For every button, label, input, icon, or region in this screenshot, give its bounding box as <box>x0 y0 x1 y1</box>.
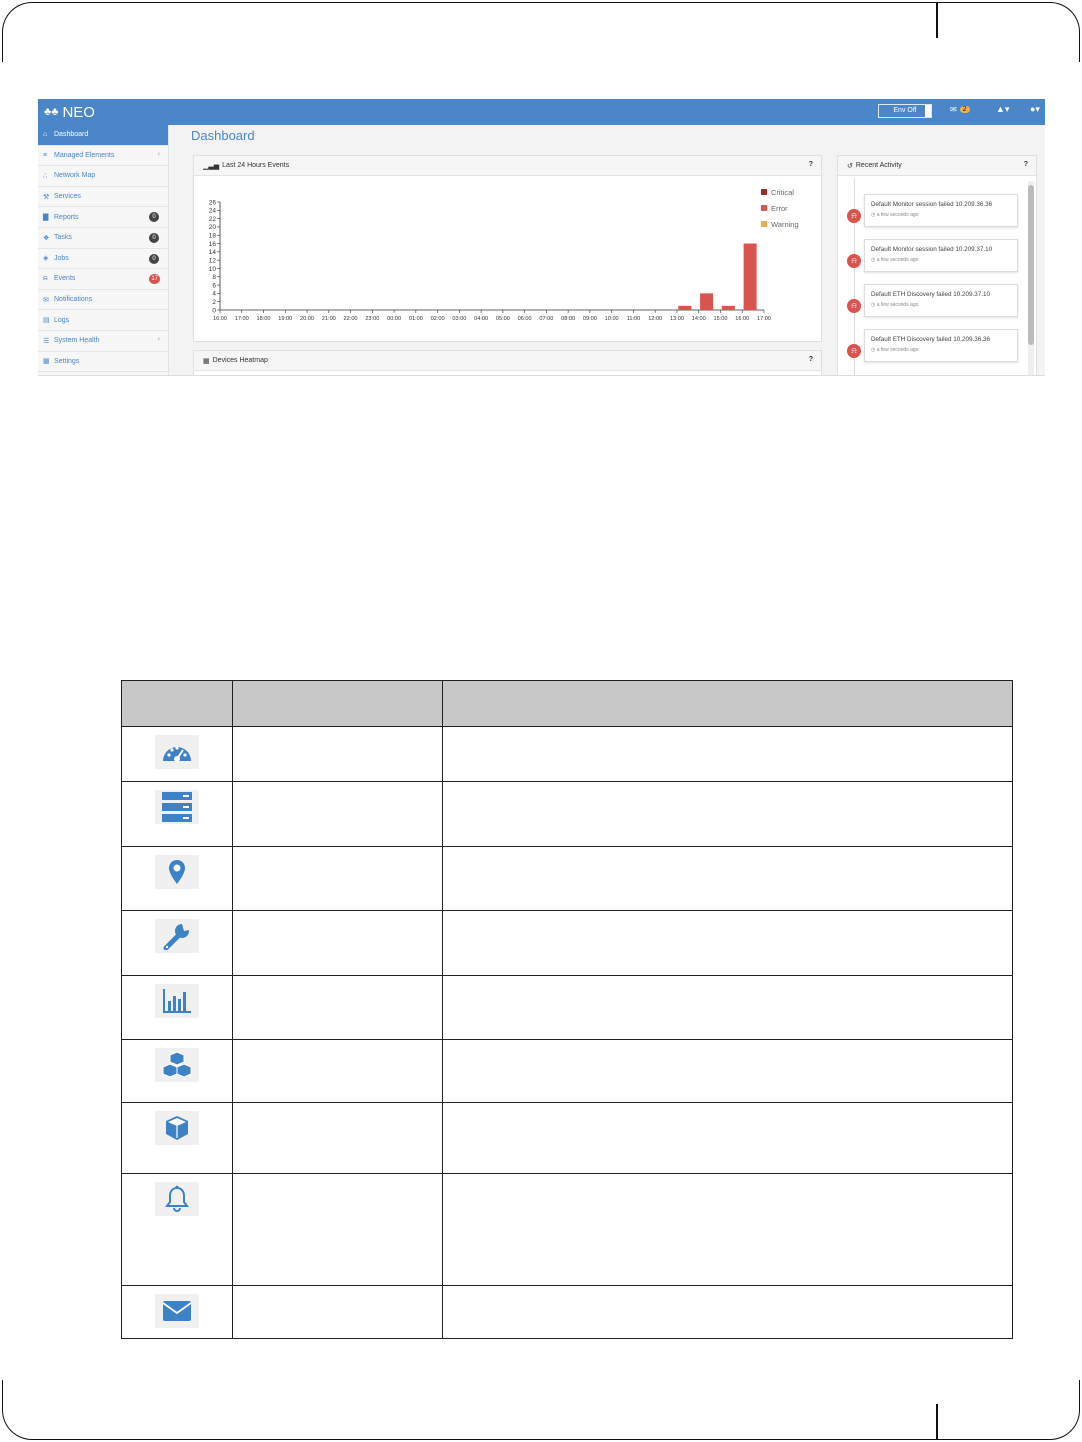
sidebar-item-label: Reports <box>54 213 79 221</box>
bar-error <box>678 306 691 310</box>
heatmap-panel-header <box>194 351 821 371</box>
toggle-knob <box>925 105 931 117</box>
sidebar-item-label: Dashboard <box>54 131 89 139</box>
y-tick-label: 22 <box>208 215 216 223</box>
icon-cell <box>122 976 233 1040</box>
icon-cell <box>122 1174 233 1286</box>
bell-icon: ⍾ <box>43 274 48 282</box>
y-tick-label: 10 <box>208 265 216 273</box>
top-navbar <box>38 99 1045 125</box>
events-chart <box>194 176 821 342</box>
activity-item[interactable] <box>864 239 1018 272</box>
y-tick-label: 4 <box>212 290 216 298</box>
icon-cell <box>122 782 233 847</box>
description-cell <box>442 847 1012 911</box>
x-tick-label: 16:00 <box>213 316 227 322</box>
legend-label: Critical <box>771 188 794 197</box>
help-button[interactable]: ? <box>808 161 813 168</box>
brand-name: NEO <box>62 103 95 121</box>
dashboard-icon <box>155 735 199 769</box>
question-icon: ●▾ <box>1030 104 1040 114</box>
table-row <box>122 1040 1013 1103</box>
legend-label: Warning <box>771 220 799 229</box>
env-toggle[interactable] <box>878 104 932 118</box>
table-header-row <box>122 681 1013 727</box>
name-cell <box>232 727 442 782</box>
y-tick-label: 8 <box>212 274 216 282</box>
sitemap-icon: ∴ <box>43 172 48 180</box>
x-tick-label: 18:00 <box>256 316 271 322</box>
grid-icon: ▦ <box>43 358 50 366</box>
user-icon: ▲▾ <box>996 104 1010 114</box>
scrollbar-thumb[interactable] <box>1028 185 1034 345</box>
activity-time: ◷ a few seconds ago <box>871 347 919 353</box>
legend-label: Error <box>771 204 788 213</box>
icon-cell <box>122 847 233 911</box>
cubes-icon: ❖ <box>43 234 50 242</box>
name-cell <box>232 976 442 1040</box>
description-cell <box>442 1174 1012 1286</box>
x-tick-label: 05:00 <box>495 316 510 322</box>
history-icon: ↺ <box>847 162 853 170</box>
table-row <box>122 976 1013 1040</box>
table-header-cell <box>232 681 442 727</box>
x-tick-label: 00:00 <box>387 316 402 322</box>
chevron-left-icon: ‹ <box>157 335 160 343</box>
count-badge: 17 <box>151 276 158 283</box>
x-tick-label: 14:00 <box>691 316 706 322</box>
bell-icon: ⍾ <box>847 254 861 268</box>
file-icon: ▤ <box>43 317 50 325</box>
server-icon: ☰ <box>43 337 50 345</box>
sidebar-item-label: Settings <box>54 357 80 365</box>
x-tick-label: 02:00 <box>430 316 445 322</box>
x-tick-label: 07:00 <box>539 316 554 322</box>
events-panel <box>193 155 822 342</box>
bar-error <box>700 293 713 310</box>
x-tick-label: 11:00 <box>626 316 641 322</box>
heatmap-panel-title: Devices Heatmap <box>212 357 268 364</box>
sidebar-item-reports[interactable] <box>38 207 168 228</box>
activity-text: Default ETH Discovery failed 10.209.36.36 <box>871 336 991 343</box>
legend-swatch <box>761 221 767 227</box>
events-panel-header <box>194 156 821 176</box>
name-cell <box>232 911 442 976</box>
y-tick-label: 6 <box>212 282 216 290</box>
name-cell <box>232 782 442 847</box>
name-cell <box>232 1286 442 1339</box>
page-frame-tick <box>936 2 938 38</box>
name-cell <box>232 1174 442 1286</box>
bar-error <box>722 306 735 310</box>
description-cell <box>442 727 1012 782</box>
x-tick-label: 22:00 <box>343 316 358 322</box>
table-row <box>122 1174 1013 1286</box>
x-tick-label: 23:00 <box>365 316 380 322</box>
sidebar-item-label: Network Map <box>54 172 96 180</box>
sidebar-item-network-map[interactable] <box>38 166 168 187</box>
sidebar-item-tasks[interactable] <box>38 228 168 249</box>
sidebar-item-settings[interactable] <box>38 352 168 373</box>
x-tick-label: 17:00 <box>757 316 771 322</box>
sidebar-item-managed-elements[interactable] <box>38 146 168 167</box>
sidebar <box>38 125 169 376</box>
x-tick-label: 10:00 <box>604 316 619 322</box>
messages-count-badge: 2 <box>960 106 970 113</box>
table-row <box>122 1103 1013 1174</box>
cube-icon: ◈ <box>43 255 49 263</box>
env-toggle-label: Env Off <box>893 107 917 114</box>
y-tick-label: 12 <box>208 257 216 265</box>
description-cell <box>442 782 1012 847</box>
y-tick-label: 20 <box>208 224 216 232</box>
icon-cell <box>122 1286 233 1339</box>
list-icon: ≡ <box>43 151 48 159</box>
table-row <box>122 727 1013 782</box>
help-button[interactable]: ? <box>1023 161 1028 168</box>
x-tick-label: 03:00 <box>452 316 467 322</box>
table-row <box>122 847 1013 911</box>
table-header-cell <box>122 681 233 727</box>
bar-error <box>744 244 757 310</box>
description-cell <box>442 976 1012 1040</box>
user-menu-button[interactable] <box>996 104 1009 115</box>
sidebar-item-label: Tasks <box>54 234 72 242</box>
icon-cell <box>122 727 233 782</box>
messages-button[interactable] <box>950 105 970 114</box>
y-tick-label: 14 <box>208 249 216 257</box>
icon-reference-table <box>121 680 1013 1339</box>
x-tick-label: 19:00 <box>278 316 293 322</box>
table-row <box>122 782 1013 847</box>
icon-cell <box>122 1103 233 1174</box>
y-tick-label: 0 <box>212 307 216 315</box>
bell-icon: ⍾ <box>847 299 861 313</box>
count-badge: 0 <box>149 254 159 264</box>
bell-icon: ⍾ <box>847 209 861 223</box>
activity-item[interactable] <box>864 329 1018 362</box>
bar-chart-icon <box>155 984 199 1018</box>
activity-text: Default Monitor session failed 10.209.36.36 <box>871 201 993 208</box>
sidebar-item-label: Jobs <box>54 254 69 262</box>
recent-activity-panel <box>837 155 1037 376</box>
cube-icon <box>155 1111 199 1145</box>
sidebar-item-label: Notifications <box>54 296 93 304</box>
y-tick-label: 16 <box>208 240 216 248</box>
legend-swatch <box>761 205 767 211</box>
grid-icon: ▦ <box>203 357 210 365</box>
help-menu-button[interactable] <box>1030 104 1040 115</box>
y-tick-label: 2 <box>212 298 216 306</box>
chevron-left-icon: ‹ <box>157 150 160 158</box>
x-tick-label: 01:00 <box>408 316 423 322</box>
page-title: Dashboard <box>191 128 255 143</box>
help-button[interactable]: ? <box>808 356 813 363</box>
x-tick-label: 13:00 <box>669 316 684 322</box>
bar-chart-icon: ▇ <box>43 214 49 222</box>
dashboard-screenshot <box>38 99 1045 376</box>
count-badge: 0 <box>149 212 159 222</box>
map-marker-icon <box>155 855 199 889</box>
bell-icon: ⍾ <box>847 344 861 358</box>
sidebar-item-label: System Health <box>54 337 100 345</box>
description-cell <box>442 911 1012 976</box>
envelope-icon: ✉ <box>950 105 957 114</box>
y-tick-label: 18 <box>208 232 216 240</box>
sidebar-item-events[interactable] <box>38 269 168 290</box>
sidebar-item-system-health[interactable] <box>38 331 168 352</box>
sidebar-item-dashboard[interactable] <box>38 125 168 146</box>
bell-icon <box>155 1182 199 1216</box>
table-row <box>122 911 1013 976</box>
table-row <box>122 1286 1013 1339</box>
name-cell <box>232 847 442 911</box>
sidebar-item-services[interactable] <box>38 187 168 208</box>
feed-scrollbar[interactable] <box>1028 181 1034 376</box>
recent-panel-header <box>838 156 1036 176</box>
name-cell <box>232 1040 442 1103</box>
sidebar-item-label: Managed Elements <box>54 151 115 159</box>
activity-text: Default Monitor session failed 10.209.37.10 <box>871 246 993 253</box>
dashboard-icon: ⌂ <box>43 131 48 139</box>
neo-logo-icon: ♣♣ <box>44 106 59 118</box>
page-frame-tick <box>936 1404 938 1440</box>
icon-cell <box>122 911 233 976</box>
page-frame-top <box>2 2 1080 62</box>
description-cell <box>442 1040 1012 1103</box>
sidebar-item-label: Services <box>54 193 81 201</box>
name-cell <box>232 1103 442 1174</box>
cubes-icon <box>155 1048 199 1082</box>
legend-swatch <box>761 189 767 195</box>
events-panel-title: Last 24 Hours Events <box>222 162 290 169</box>
y-tick-label: 24 <box>208 207 216 215</box>
sidebar-item-notifications[interactable] <box>38 290 168 311</box>
description-cell <box>442 1286 1012 1339</box>
x-tick-label: 04:00 <box>474 316 489 322</box>
sidebar-item-label: Events <box>54 275 76 283</box>
heatmap-panel <box>193 350 822 376</box>
bar-chart-icon: ▁▃▅ <box>203 162 220 170</box>
envelope-icon <box>155 1294 199 1328</box>
y-tick-label: 26 <box>208 199 216 207</box>
wrench-icon <box>155 919 199 953</box>
activity-time: ◷ a few seconds ago <box>871 302 919 308</box>
wrench-icon: ⚒ <box>43 193 50 201</box>
activity-time: ◷ a few seconds ago <box>871 257 919 263</box>
table-header-cell <box>442 681 1012 727</box>
sidebar-item-label: Logs <box>54 316 70 324</box>
server-icon <box>155 790 199 824</box>
x-tick-label: 21:00 <box>321 316 336 322</box>
x-tick-label: 08:00 <box>561 316 576 322</box>
icon-cell <box>122 1040 233 1103</box>
x-tick-label: 12:00 <box>648 316 663 322</box>
description-cell <box>442 1103 1012 1174</box>
count-badge: 0 <box>149 233 159 243</box>
x-tick-label: 20:00 <box>300 316 315 322</box>
x-tick-label: 16:00 <box>735 316 750 322</box>
x-tick-label: 17:00 <box>234 316 249 322</box>
activity-text: Default ETH Discovery failed 10.209.37.10 <box>871 291 991 298</box>
activity-time: ◷ a few seconds ago <box>871 212 919 218</box>
x-tick-label: 15:00 <box>713 316 728 322</box>
activity-item[interactable] <box>864 194 1018 227</box>
x-tick-label: 06:00 <box>517 316 532 322</box>
activity-item[interactable] <box>864 284 1018 317</box>
page-frame-bottom <box>2 1380 1080 1440</box>
x-tick-label: 09:00 <box>582 316 597 322</box>
recent-panel-title: Recent Activity <box>855 162 902 169</box>
sidebar-item-logs[interactable] <box>38 310 168 331</box>
envelope-icon: ✉ <box>43 296 49 304</box>
sidebar-item-jobs[interactable] <box>38 249 168 270</box>
brand[interactable] <box>44 102 95 122</box>
